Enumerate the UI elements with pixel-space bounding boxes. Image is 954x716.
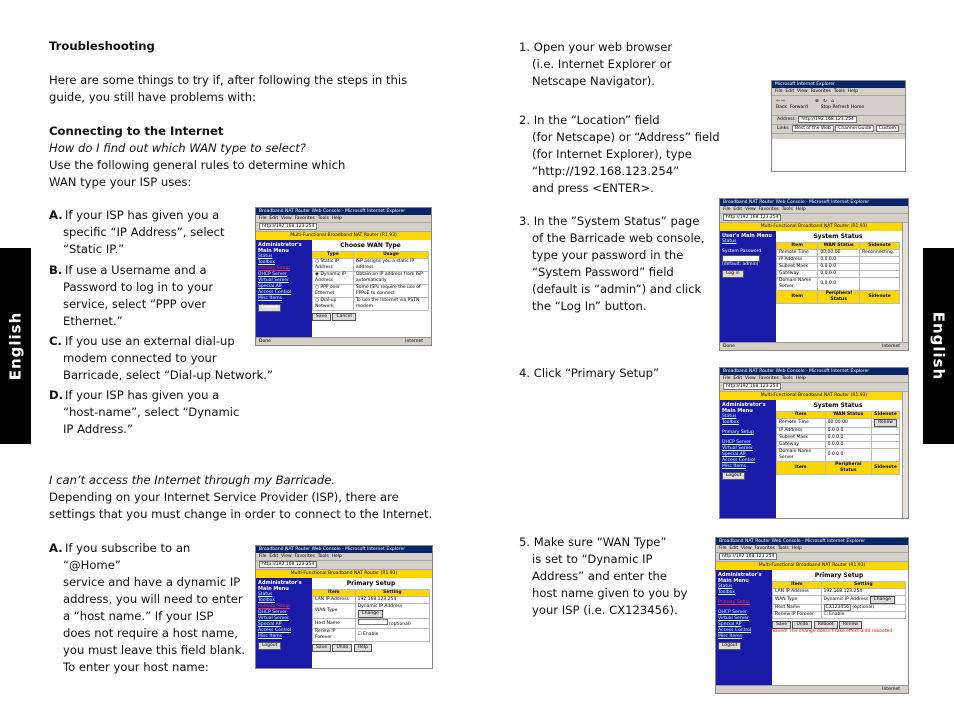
saved-note: Saved! The change doesn't take effect until rebooted bbox=[772, 629, 893, 634]
menu-bar: File Edit View Favorites Tools Help bbox=[772, 88, 905, 96]
primary-setup-screenshot: Broadband NAT Router Web Console - Microsoft Internet Explorer File Edit View Favorites Tools Help http://192.168.123.254 Multi-Functional Broadband NAT Router (R1.93) Administrator's Main Menu Status Toolbox Primary Setup DHCP Server Virtual Server Special AP Access Control Misc Items Logout Primary Setup Item Setting LAN IP Address 192.168.123.254 WAN Type Dynamic IP Address Change Host Name (optional) Renew IP Forever ☐ Enable Save Undo Help bbox=[255, 545, 433, 669]
status-table: Item WAN Status Sidenote Remote Time 00:00:00 Renew IP Address 0.0.0.0 Subnet Mask 0.0.0.0 Gateway 0.0.0.0 Domain Name Server 0.0.0.0 Item Peripheral Status Sidenote bbox=[776, 411, 900, 475]
text-line: does not require a host name, bbox=[63, 626, 238, 640]
content-title: Primary Setup bbox=[814, 572, 864, 579]
step-line: (default is “admin”) and click bbox=[532, 282, 702, 296]
banner: Multi-Functional Broadband NAT Router (R1.93) bbox=[720, 392, 908, 400]
links-bar: Links Best of the Web Channel Guide Custom bbox=[772, 125, 905, 134]
text-line: If you use an external dial-up bbox=[65, 334, 235, 348]
language-tab-left: English bbox=[0, 248, 31, 444]
address-bar: http://192.168.123.254 bbox=[256, 223, 431, 232]
wan-type-screenshot: Broadband NAT Router Web Console - Microsoft Internet Explorer File Edit View Favorites Tools Help http://192.168.123.254 Multi-Functional Broadband NAT Router (R1.93) Administrator's Main Menu Status Toolbox Primary Setup DHCP Server Virtual Server Special AP Access Control Misc Items Logout Choose WAN Type Type Usage ○ Static IP Address ISP assigns you a static IP address ◉ Dynamic IP Address Obtain an IP address from ISP automatically ○ PPP over Ethernet Some ISPs require the use of PPPoE to connect ○ Dial-up Network To use the Internet via PSTN modem Save Cancel Done Internet bbox=[255, 207, 432, 346]
item-label: C. bbox=[49, 334, 62, 348]
step-line: (i.e. Internet Explorer or bbox=[532, 57, 672, 71]
text-line: Password to log in to your bbox=[63, 280, 214, 294]
system-status-screenshot bbox=[719, 198, 909, 351]
step-line: “System Password” field bbox=[532, 265, 674, 279]
step-line: is set to “Dynamic IP bbox=[532, 552, 653, 566]
text-line: WAN type your ISP uses: bbox=[49, 175, 192, 189]
banner: Multi-Functional Broadband NAT Router (R1.93) bbox=[716, 562, 908, 570]
text-line: you must leave this field blank. bbox=[63, 643, 246, 657]
text-line: service and have a dynamic IP bbox=[63, 575, 241, 589]
item-label: A. bbox=[49, 208, 63, 222]
content-title: Choose WAN Type bbox=[340, 242, 401, 249]
side-menu: User's Main Menu Status System Password (default: admin) Log in bbox=[720, 231, 776, 342]
menu-bar: File Edit View Favorites Tools Help bbox=[716, 545, 908, 553]
text-line: “Static IP.” bbox=[63, 242, 125, 256]
text-line: Ethernet.” bbox=[63, 314, 123, 328]
menu-bar: File Edit View Favorites Tools Help bbox=[720, 375, 908, 383]
browser-screenshot bbox=[771, 80, 906, 172]
text-line: If you subscribe to an bbox=[65, 541, 191, 555]
section-heading: Connecting to the Internet bbox=[49, 124, 224, 138]
text-line: Use the following general rules to determine which bbox=[49, 158, 346, 172]
text-line: settings that you must change in order to connect to the Internet. bbox=[49, 507, 433, 521]
text-line: address, you will need to enter bbox=[63, 592, 243, 606]
step-line: your ISP (i.e. CX123456). bbox=[532, 603, 678, 617]
step-line: Netscape Navigator). bbox=[532, 74, 655, 88]
step-line: 4. Click “Primary Setup” bbox=[519, 366, 659, 380]
window-title: Broadband NAT Router Web Console - Microsoft Internet Explorer bbox=[256, 208, 431, 215]
intro-line: Here are some things to try if, after following the steps in this bbox=[49, 73, 408, 87]
side-menu: Administrator's Main Menu Status Toolbox Primary Setup DHCP Server Virtual Server Special AP Access Control Misc Items Logout bbox=[716, 570, 772, 685]
menu-bar: File Edit View Favorites Tools Help bbox=[256, 553, 432, 561]
side-menu: Administrator's Main Menu Status Toolbox Primary Setup DHCP Server Virtual Server Special AP Access Control Misc Items Logout bbox=[256, 578, 312, 668]
item-label: B. bbox=[49, 263, 63, 277]
step-line: host name given to you by bbox=[532, 586, 688, 600]
item-label: D. bbox=[49, 388, 64, 402]
side-menu: Administrator's Main Menu Status Toolbox Primary Setup DHCP Server Virtual Server Special AP Access Control Misc Items Logout bbox=[720, 400, 776, 518]
wan-type-table: Type Usage ○ Static IP Address ISP assigns you a static IP address ◉ Dynamic IP Address Obtain an IP address from ISP automatically ○ PPP over Ethernet Some ISPs require the use of PPPoE to connect ○ Dial-up Network To use the Internet via PSTN modem bbox=[312, 251, 429, 311]
address-bar: Address http://192.168.123.254 bbox=[772, 116, 905, 125]
primary-setup-hostname-screenshot: Broadband NAT Router Web Console - Microsoft Internet Explorer File Edit View Favorites Tools Help http://192.168.123.254 Multi-Functional Broadband NAT Router (R1.93) Administrator's Main Menu Status Toolbox Primary Setup DHCP Server Virtual Server Special AP Access Control Misc Items Logout Primary Setup Item Setting LAN IP Address 192.168.123.254 WAN Type Dynamic IP Address Change Host Name CX123456 (optional) Renew IP Forever ☐ Enable Save Undo Reboot Renew Saved! The change doesn't take effect until rebooted Internet bbox=[715, 537, 909, 694]
side-menu: Administrator's Main Menu Status Toolbox Primary Setup DHCP Server Virtual Server Special AP Access Control Misc Items Logout bbox=[256, 240, 312, 337]
setup-table: Item Setting LAN IP Address 192.168.123.254 WAN Type Dynamic IP Address Change Host Name (optional) Renew IP Forever ☐ Enable bbox=[312, 589, 430, 642]
text-line: Depending on your Internet Service Provider (ISP), there are bbox=[49, 490, 399, 504]
item-label: A. bbox=[49, 541, 63, 555]
step-line: type your password in the bbox=[532, 248, 684, 262]
content-title: System Status bbox=[813, 233, 863, 240]
text-line: If your ISP has given you a bbox=[65, 388, 220, 402]
question: How do I find out which WAN type to select? bbox=[49, 141, 306, 155]
heading: Troubleshooting bbox=[49, 39, 155, 53]
status-bar: Done Internet bbox=[720, 342, 908, 350]
step-line: Address” and enter the bbox=[532, 569, 667, 583]
toolbar: ⇦ ⇨ ⊗ ↻ ⌂ Back Forward Stop Refresh Home bbox=[772, 96, 905, 116]
text-line: IP Address.” bbox=[63, 422, 133, 436]
setup-table: Item Setting LAN IP Address 192.168.123.254 WAN Type Dynamic IP Address Change Host Name CX123456 (optional) Renew IP Forever ☐ Enable bbox=[772, 581, 906, 619]
address-bar: http://192.168.123.254 bbox=[720, 214, 908, 223]
step-line: 1. Open your web browser bbox=[519, 40, 673, 54]
step-line: of the Barricade web console, bbox=[532, 231, 705, 245]
content-title: Primary Setup bbox=[346, 580, 396, 587]
text-line: “host-name”, select “Dynamic bbox=[63, 405, 240, 419]
language-tab-right: English bbox=[923, 248, 954, 444]
step-line: “http://192.168.123.254” bbox=[532, 164, 680, 178]
content-title: System Status bbox=[813, 402, 863, 409]
step-line: 3. In the ”System Status” page bbox=[519, 214, 700, 228]
step-line: the “Log In” button. bbox=[532, 299, 647, 313]
step-line: 5. Make sure “WAN Type” bbox=[519, 535, 667, 549]
menu-bar: File Edit View Favorites Tools Help bbox=[256, 215, 431, 223]
text-line: a “host name.” If your ISP bbox=[63, 609, 214, 623]
address-bar: http://192.168.123.254 bbox=[256, 561, 432, 570]
status-table: Item WAN Status Sidenote Remote Time 00:00:00 Reconnecting... IP Address 0.0.0.0 Subnet Mask 0.0.0.0 Gateway 0.0.0.0 Domain Name Server 0.0.0.0 Item Peripheral Status Sidenote bbox=[776, 242, 900, 304]
text-line: If use a Username and a bbox=[65, 263, 207, 277]
question: I can’t access the Internet through my Barricade. bbox=[49, 473, 336, 487]
admin-status-screenshot bbox=[719, 367, 909, 519]
step-line: and press <ENTER>. bbox=[532, 181, 654, 195]
window-title: Broadband NAT Router Web Console - Microsoft Internet Explorer bbox=[720, 199, 908, 206]
banner: Multi-Functional Broadband NAT Router (R1.93) bbox=[256, 570, 432, 578]
text-line: specific “IP Address”, select bbox=[63, 225, 225, 239]
text-line: service, select “PPP over bbox=[63, 297, 207, 311]
step-line: (for Netscape) or “Address” field bbox=[532, 130, 720, 144]
address-bar: http://192.168.123.254 bbox=[720, 383, 908, 392]
window-title: Microsoft Internet Explorer bbox=[772, 81, 905, 88]
text-line: modem connected to your bbox=[63, 351, 217, 365]
text-line: “@Home” bbox=[63, 558, 121, 572]
banner: Multi-Functional Broadband NAT Router (R1.93) bbox=[256, 232, 431, 240]
banner: Multi-Functional Broadband NAT Router (R1.93) bbox=[720, 223, 908, 231]
window-title: Broadband NAT Router Web Console - Microsoft Internet Explorer bbox=[256, 546, 432, 553]
step-line: 2. In the “Location” field bbox=[519, 113, 660, 127]
menu-bar: File Edit View Favorites Tools Help bbox=[720, 206, 908, 214]
intro-line: guide, you still have problems with: bbox=[49, 90, 257, 104]
text-line: Barricade, select “Dial-up Network.” bbox=[63, 368, 273, 382]
status-bar: Done Internet bbox=[256, 337, 431, 345]
step-line: (for Internet Explorer), type bbox=[532, 147, 692, 161]
text-line: If your ISP has given you a bbox=[65, 208, 220, 222]
address-bar: http://192.168.123.254 bbox=[716, 553, 908, 562]
text-line: To enter your host name: bbox=[63, 660, 209, 674]
window-title: Broadband NAT Router Web Console - Microsoft Internet Explorer bbox=[716, 538, 908, 545]
status-bar: Internet bbox=[716, 685, 908, 693]
window-title: Broadband NAT Router Web Console - Microsoft Internet Explorer bbox=[720, 368, 908, 375]
